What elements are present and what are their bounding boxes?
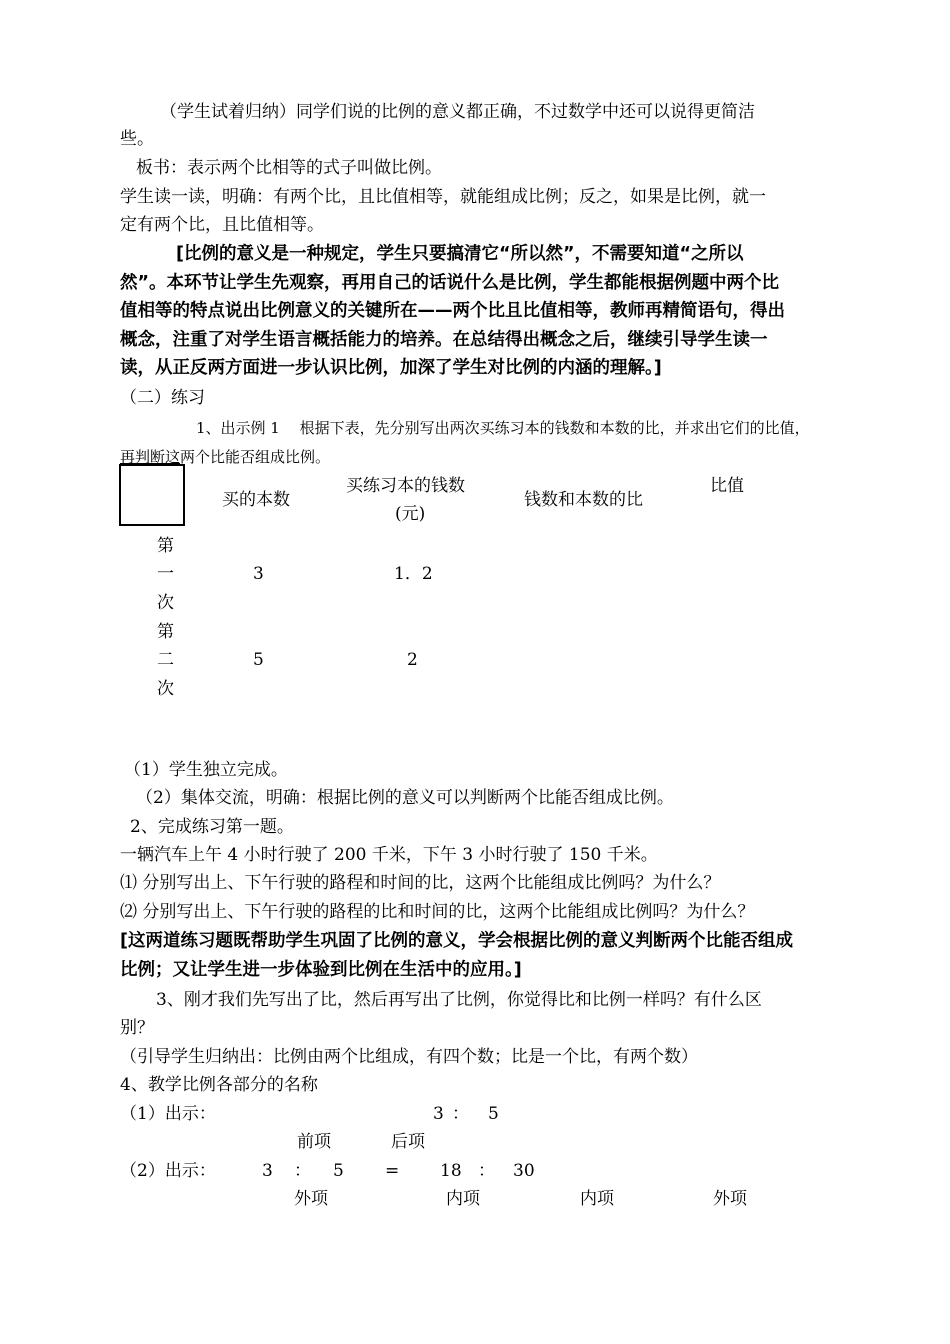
row-2-label-1: 第	[157, 622, 174, 642]
blackboard-note: 板书：表示两个比相等的式子叫做比例。	[136, 158, 442, 178]
commentary-2-line-1: [这两道练习题既帮助学生巩固了比例的意义，学会根据比例的意义判断两个比能否组成	[120, 931, 793, 951]
part-4-title: 4、教学比例各部分的名称	[120, 1075, 318, 1095]
ratio-2-colon-2: ：	[478, 1161, 495, 1181]
header-money: 买练习本的钱数	[346, 476, 465, 496]
commentary-1-line-4: 概念，注重了对学生语言概括能力的培养。在总结得出概念之后，继续引导学生读一	[120, 330, 768, 350]
ratio-2-term-c: 18	[440, 1161, 462, 1181]
example-line-2-rest: 两个比能否组成比例。	[180, 448, 331, 466]
practice-heading: （二）练习	[120, 388, 205, 408]
table-corner-cell	[119, 464, 185, 526]
show-1-label: （1）出示：	[120, 1104, 216, 1124]
commentary-1-line-5: 读，从正反两方面进一步认识比例，加深了学生对比例的内涵的理解。]	[120, 358, 662, 378]
ratio-2-term-b: 5	[333, 1161, 344, 1181]
header-value: 比值	[710, 476, 744, 496]
row-2-money: 2	[407, 650, 418, 670]
example-line-2-underlined: 再判断这	[120, 448, 181, 466]
ratio-1-term-a: 3	[433, 1104, 444, 1124]
row-1-label-3: 次	[157, 593, 174, 613]
ratio-1-term-b: 5	[488, 1104, 499, 1124]
header-money-unit: (元)	[395, 504, 426, 524]
row-1-count: 3	[253, 564, 264, 584]
step-3: 2、完成练习第一题。	[130, 817, 294, 837]
ratio-2-term-a: 3	[262, 1161, 273, 1181]
step-1: （1）学生独立完成。	[124, 760, 288, 780]
question-2: ⑵ 分别写出上、下午行驶的路程的比和时间的比，这两个比能组成比例吗？为什么？	[120, 902, 755, 922]
part-3-line-1: 3、刚才我们先写出了比，然后再写出了比例，你觉得比和比例一样吗？有什么区	[156, 990, 762, 1010]
intro-line-5: 定有两个比，且比值相等。	[120, 215, 324, 235]
ratio-1-colon: ：	[452, 1104, 469, 1124]
row-2-label-2: 二	[157, 650, 174, 670]
outer-term-label-1: 外项	[294, 1189, 328, 1209]
outer-term-label-2: 外项	[713, 1189, 747, 1209]
example-line-1: 1、出示例 1 根据下表，先分别写出两次买练习本的钱数和本数的比，并求出它们的比值，	[196, 419, 810, 437]
row-2-count: 5	[253, 650, 264, 670]
inner-term-label-2: 内项	[580, 1189, 614, 1209]
front-term-label: 前项	[297, 1132, 331, 1152]
header-ratio: 钱数和本数的比	[524, 490, 643, 510]
ratio-2-equals: =	[385, 1161, 400, 1181]
part-3-line-2: 别？	[120, 1018, 154, 1038]
header-count: 买的本数	[222, 490, 290, 510]
intro-line-4: 学生读一读，明确：有两个比，且比值相等，就能组成比例；反之，如果是比例，就一	[120, 187, 766, 207]
problem-text: 一辆汽车上午 4 小时行驶了 200 千米，下午 3 小时行驶了 150 千米。	[120, 845, 658, 865]
commentary-2-line-2: 比例；又让学生进一步体验到比例在生活中的应用。]	[120, 960, 522, 980]
row-1-label-2: 一	[157, 564, 174, 584]
commentary-1-line-3: 值相等的特点说出比例意义的关键所在——两个比且比值相等，教师再精简语句，得出	[120, 301, 785, 321]
show-2-label: （2）出示：	[120, 1161, 216, 1181]
commentary-1-line-1: [比例的意义是一种规定，学生只要搞清它“所以然”，不需要知道“之所以	[176, 244, 744, 264]
row-2-label-3: 次	[157, 679, 174, 699]
ratio-2-term-d: 30	[513, 1161, 535, 1181]
intro-line-2: 些。	[120, 129, 154, 149]
ratio-2-colon-1: ：	[294, 1161, 311, 1181]
intro-line-1: （学生试着归纳）同学们说的比例的意义都正确，不过数学中还可以说得更简洁	[160, 102, 755, 122]
row-1-label-1: 第	[157, 536, 174, 556]
question-1: ⑴ 分别写出上、下午行驶的路程和时间的比，这两个比能组成比例吗？为什么？	[120, 873, 721, 893]
inner-term-label-1: 内项	[446, 1189, 480, 1209]
row-1-money: 1．2	[394, 564, 433, 584]
part-3-line-3: （引导学生归纳出：比例由两个比组成，有四个数；比是一个比，有两个数）	[120, 1047, 698, 1067]
back-term-label: 后项	[391, 1132, 425, 1152]
commentary-1-line-2: 然”。本环节让学生先观察，再用自己的话说什么是比例，学生都能根据例题中两个比	[120, 273, 779, 293]
step-2: （2）集体交流，明确：根据比例的意义可以判断两个比能否组成比例。	[136, 788, 674, 808]
